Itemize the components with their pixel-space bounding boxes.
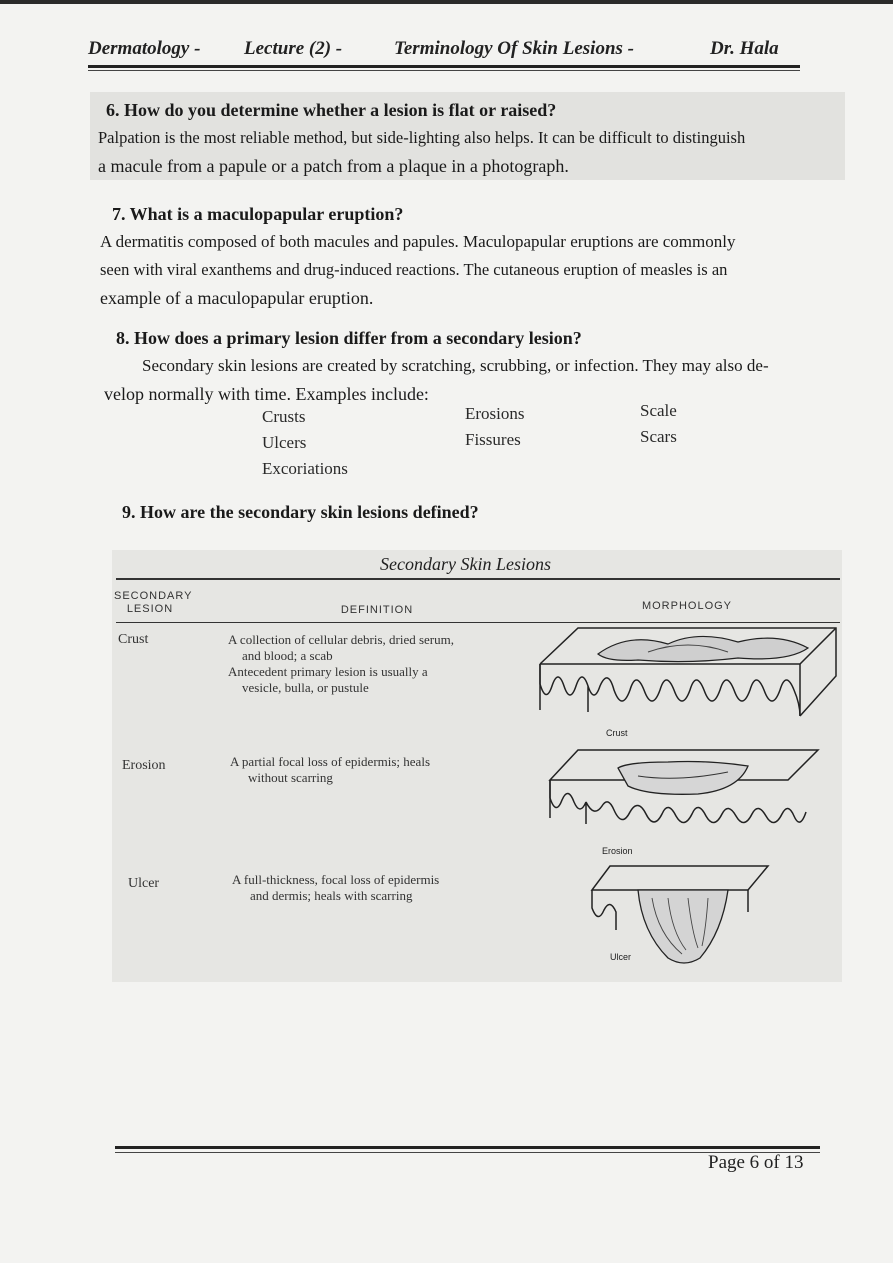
example-item: Crusts — [262, 407, 306, 426]
row-erosion-name: Erosion — [122, 758, 166, 773]
header-author: Dr. Hala — [710, 38, 779, 59]
question-8-title: 8. How does a primary lesion differ from a secondary lesion? — [116, 328, 582, 348]
example-item: Scale — [640, 401, 677, 420]
examples-column-1 — [262, 404, 348, 482]
header-topic: Terminology Of Skin Lesions - — [394, 38, 634, 59]
definition-line: vesicle, bulla, or pustule — [242, 680, 369, 695]
example-item: Ulcers — [262, 433, 307, 452]
question-8-line-2: velop normally with time. Examples include: — [104, 384, 429, 404]
erosion-diagram — [548, 746, 838, 856]
definition-line: Antecedent primary lesion is usually a — [228, 664, 428, 679]
example-item: Fissures — [465, 430, 521, 449]
definition-line: A partial focal loss of epidermis; heals — [230, 754, 431, 769]
question-6-line-1: Palpation is the most reliable method, but side-lighting also helps. It can be difficult to distinguish — [98, 128, 746, 147]
question-7 — [100, 200, 840, 312]
row-crust-name: Crust — [118, 632, 149, 647]
page-number: Page 6 of 13 — [708, 1152, 804, 1173]
example-item: Scars — [640, 427, 677, 446]
header-course: Dermatology - — [88, 38, 201, 59]
example-item: Erosions — [465, 404, 525, 423]
definition-line: without scarring — [248, 770, 333, 785]
erosion-figure-label: Erosion — [602, 846, 633, 856]
question-7-title: 7. What is a maculopapular eruption? — [112, 204, 404, 224]
definition-line: and blood; a scab — [242, 648, 333, 663]
definition-line: A full-thickness, focal loss of epidermis — [232, 872, 440, 887]
table-header-rule — [116, 622, 840, 623]
page-top-edge — [0, 0, 893, 4]
secondary-lesions-table — [112, 550, 842, 982]
running-header — [88, 34, 798, 68]
ulcer-figure-label: Ulcer — [610, 952, 632, 962]
header-lecture: Lecture (2) - — [244, 38, 343, 59]
question-8 — [104, 324, 844, 408]
question-9 — [122, 498, 822, 526]
header-lesion-line-2: LESION — [126, 603, 174, 615]
question-6-line-2: a macule from a papule or a patch from a plaque in a photograph. — [98, 156, 569, 176]
crust-diagram — [538, 624, 838, 742]
table-title: Secondary Skin Lesions — [380, 554, 551, 574]
question-6 — [98, 96, 843, 180]
question-9-title: 9. How are the secondary skin lesions defined? — [122, 502, 479, 522]
header-rule-thin — [88, 70, 800, 71]
example-item: Excoriations — [262, 459, 348, 478]
definition-line: and dermis; heals with scarring — [250, 888, 413, 903]
definition-line: A collection of cellular debris, dried serum, — [228, 632, 454, 647]
header-morphology: MORPHOLOGY — [641, 600, 733, 612]
question-8-line-1: Secondary skin lesions are created by scratching, scrubbing, or infection. They may also de- — [142, 356, 769, 375]
header-lesion — [114, 590, 193, 616]
row-crust-definition — [228, 632, 518, 696]
header-rule — [88, 65, 800, 68]
question-7-line-2: seen with viral exanthems and drug-induced reactions. The cutaneous eruption of measles is an — [100, 260, 728, 279]
row-erosion-definition — [230, 754, 520, 786]
table-top-rule — [116, 578, 840, 580]
crust-figure-label: Crust — [606, 728, 628, 738]
examples-column-3 — [640, 398, 677, 450]
question-6-title: 6. How do you determine whether a lesion is flat or raised? — [106, 100, 557, 120]
row-ulcer-definition — [232, 872, 522, 904]
row-ulcer-name: Ulcer — [128, 876, 160, 891]
header-definition: DEFINITION — [340, 604, 414, 616]
question-7-line-1: A dermatitis composed of both macules and papules. Maculopapular eruptions are commonly — [100, 232, 736, 251]
footer-rule — [115, 1146, 820, 1149]
examples-column-2 — [465, 401, 525, 453]
question-7-line-3: example of a maculopapular eruption. — [100, 288, 374, 308]
header-lesion-line-1: SECONDARY — [114, 590, 193, 602]
